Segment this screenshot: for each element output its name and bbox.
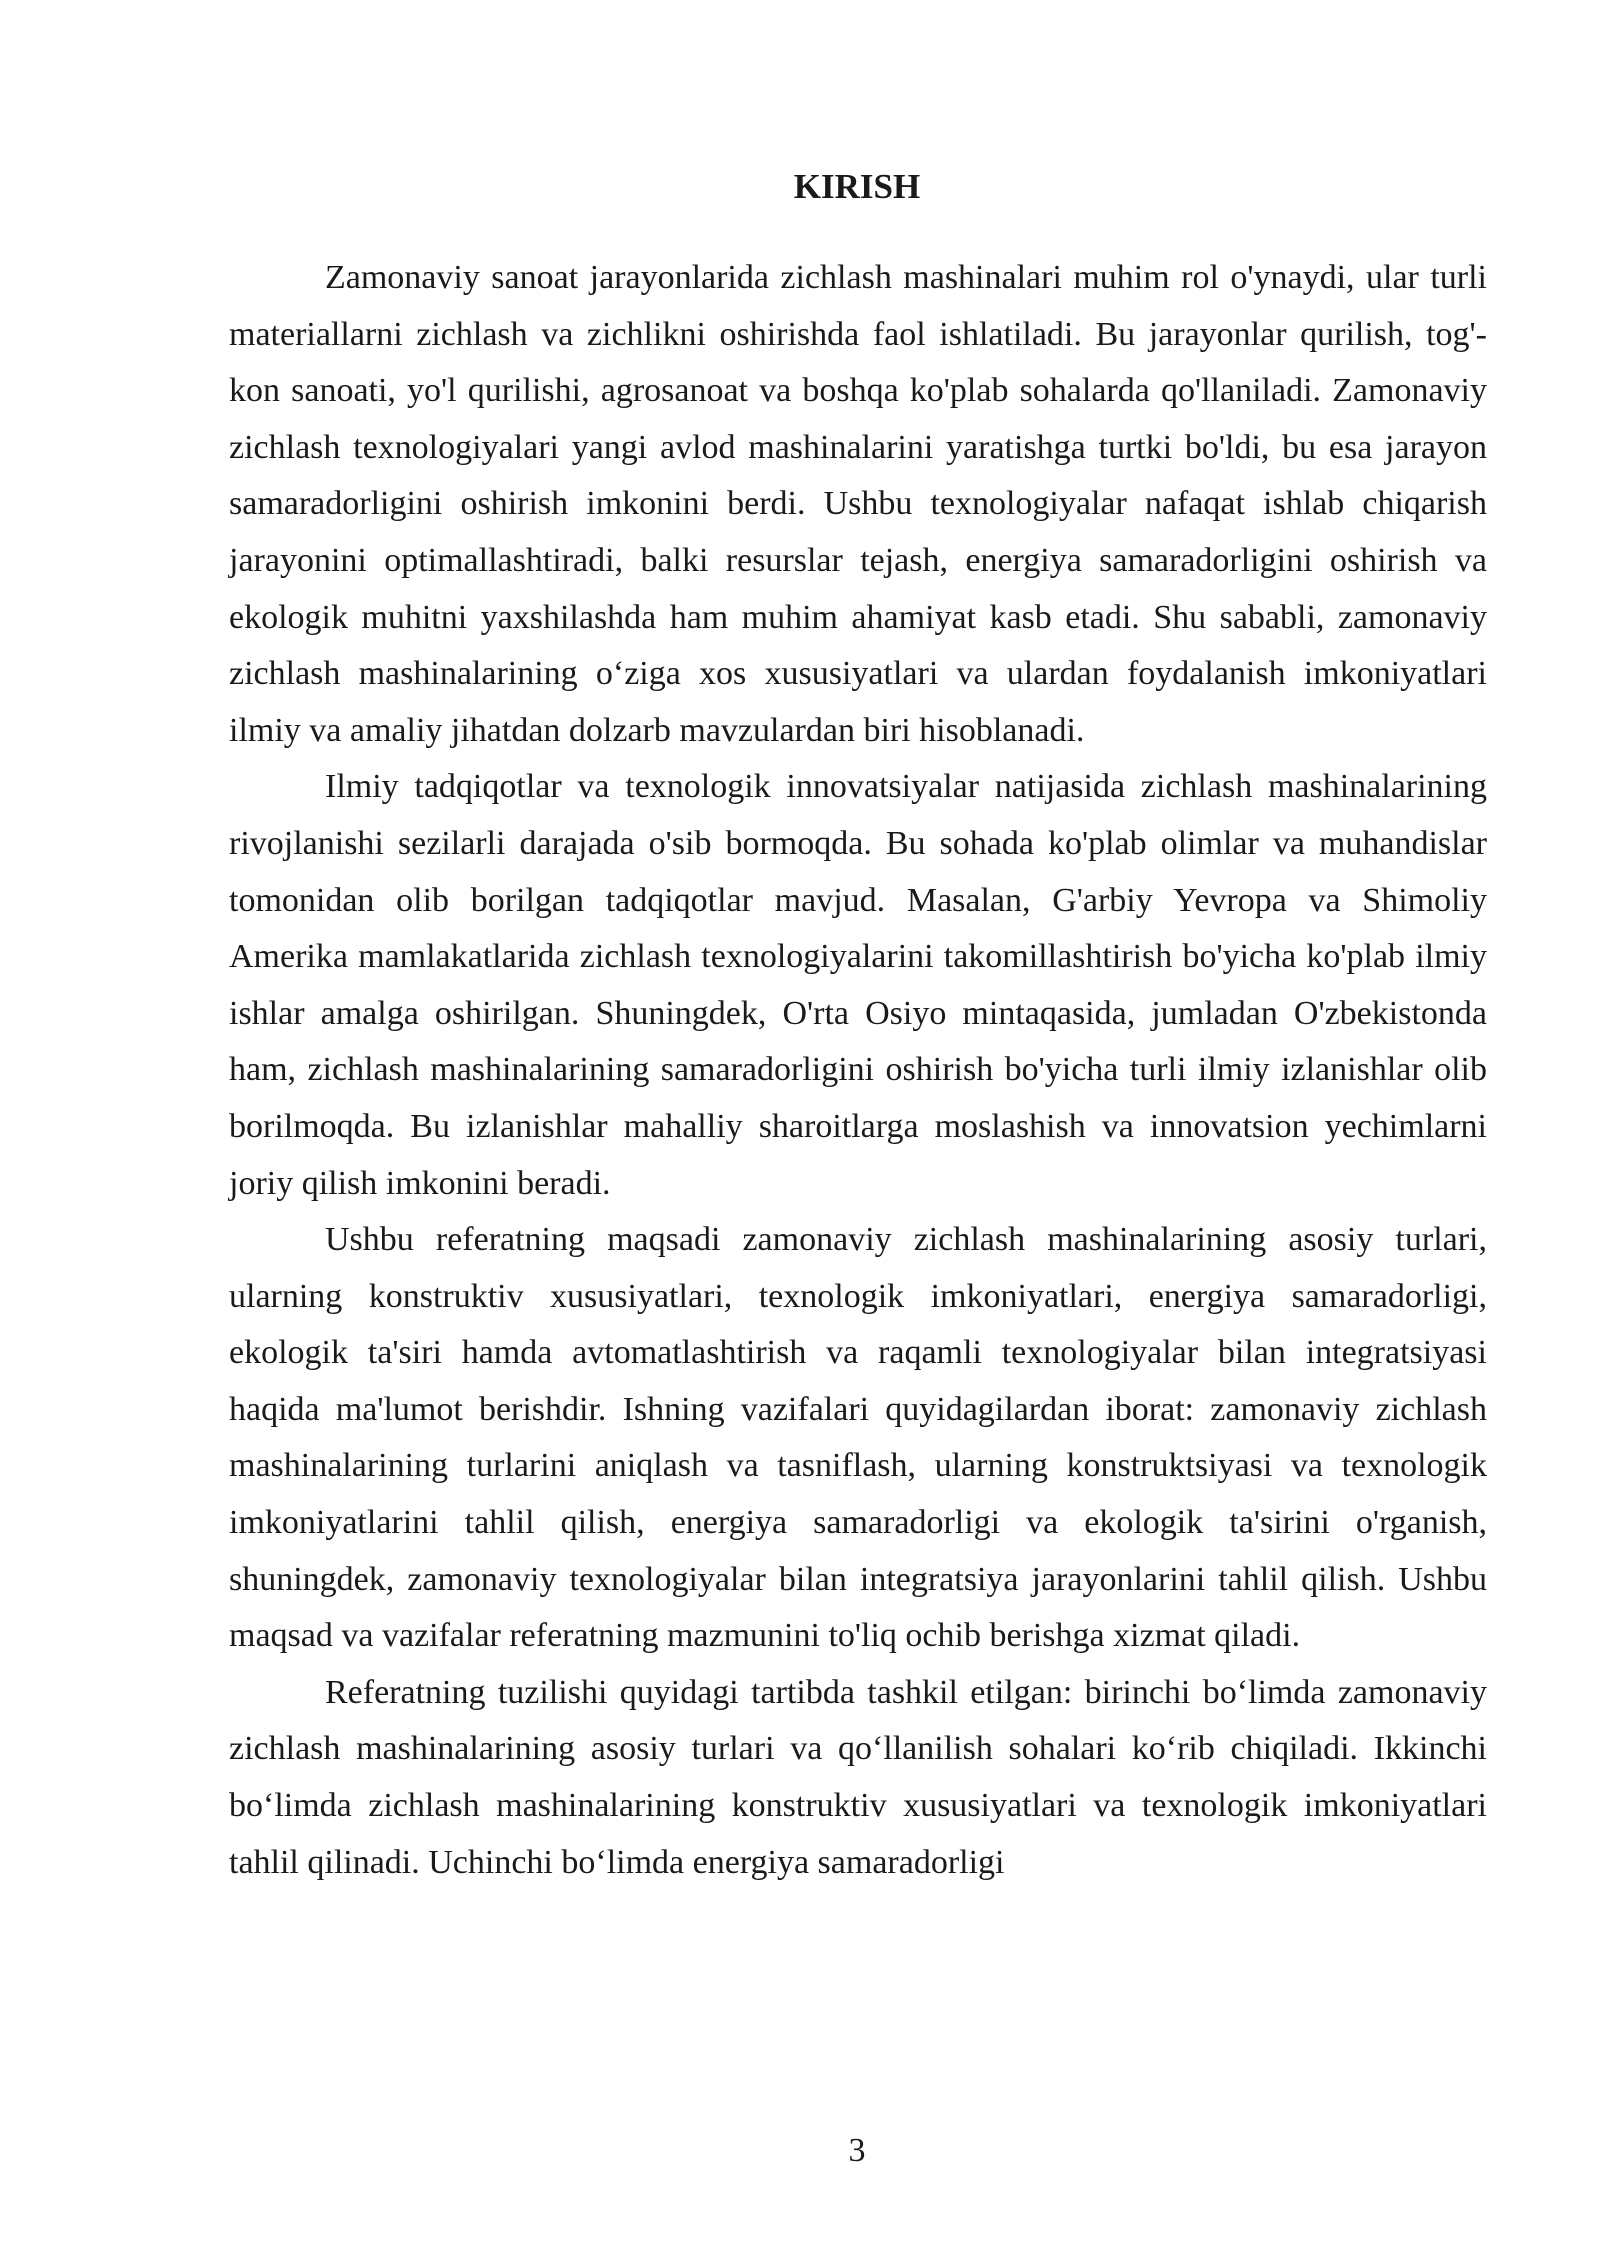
page-number: 3 — [848, 2132, 866, 2169]
section-heading: KIRISH — [793, 167, 921, 206]
body-text — [229, 250, 1487, 1891]
paragraph-1: Zamonaviy sanoat jarayonlarida zichlash mashinalari muhim rol o'ynaydi, ular turli materiallarni zichlash va zichlikni oshirishda faol ishlatiladi. Bu jarayonlar qurilish, tog'-kon sanoati, yo'l qurilishi, agrosanoat va boshqa ko'plab sohalarda qo'llaniladi. Zamonaviy zichlash texnologiyalari yangi avlod mashinalarini yaratishga turtki bo'ldi, bu esa jarayon samaradorligini oshirish imkonini berdi. Ushbu texnologiyalar nafaqat ishlab chiqarish jarayonini optimallashtiradi, balki resurslar tejash, energiya samaradorligini oshirish va ekologik muhitni yaxshilashda ham muhim ahamiyat kasb etadi. Shu sababli, zamonaviy zichlash mashinalarining o‘ziga xos xususiyatlari va ulardan foydalanish imkoniyatlari ilmiy va amaliy jihatdan dolzarb mavzulardan biri hisoblanadi. — [229, 259, 1487, 749]
paragraph-3: Ushbu referatning maqsadi zamonaviy zichlash mashinalarining asosiy turlari, ularning konstruktiv xususiyatlari, texnologik imkoniyatlari, energiya samaradorligi, ekologik ta'siri hamda avtomatlashtirish va raqamli texnologiyalar bilan integratsiyasi haqida ma'lumot berishdir. Ishning vazifalari quyidagilardan iborat: zamonaviy zichlash mashinalarining turlarini aniqlash va tasniflash, ularning konstruktsiyasi va texnologik imkoniyatlarini tahlil qilish, energiya samaradorligi va ekologik ta'sirini o'rganish, shuningdek, zamonaviy texnologiyalar bilan integratsiya jarayonlarini tahlil qilish. Ushbu maqsad va vazifalar referatning mazmunini to'liq ochib berishga xizmat qiladi. — [229, 1221, 1487, 1655]
paragraph-2: Ilmiy tadqiqotlar va texnologik innovatsiyalar natijasida zichlash mashinalarining rivojlanishi sezilarli darajada o'sib bormoqda. Bu sohada ko'plab olimlar va muhandislar tomonidan olib borilgan tadqiqotlar mavjud. Masalan, G'arbiy Yevropa va Shimoliy Amerika mamlakatlarida zichlash texnologiyalarini takomillashtirish bo'yicha ko'plab ilmiy ishlar amalga oshirilgan. Shuningdek, O'rta Osiyo mintaqasida, jumladan O'zbekistonda ham, zichlash mashinalarining samaradorligini oshirish bo'yicha turli ilmiy izlanishlar olib borilmoqda. Bu izlanishlar mahalliy sharoitlarga moslashish va innovatsion yechimlarni joriy qilish imkonini beradi. — [229, 768, 1487, 1202]
paragraph-4: Referatning tuzilishi quyidagi tartibda tashkil etilgan: birinchi bo‘limda zamonaviy zichlash mashinalarining asosiy turlari va qo‘llanilish sohalari ko‘rib chiqiladi. Ikkinchi bo‘limda zichlash mashinalarining konstruktiv xususiyatlari va texnologik imkoniyatlari tahlil qilinadi. Uchinchi bo‘limda energiya samaradorligi — [229, 1673, 1487, 1881]
